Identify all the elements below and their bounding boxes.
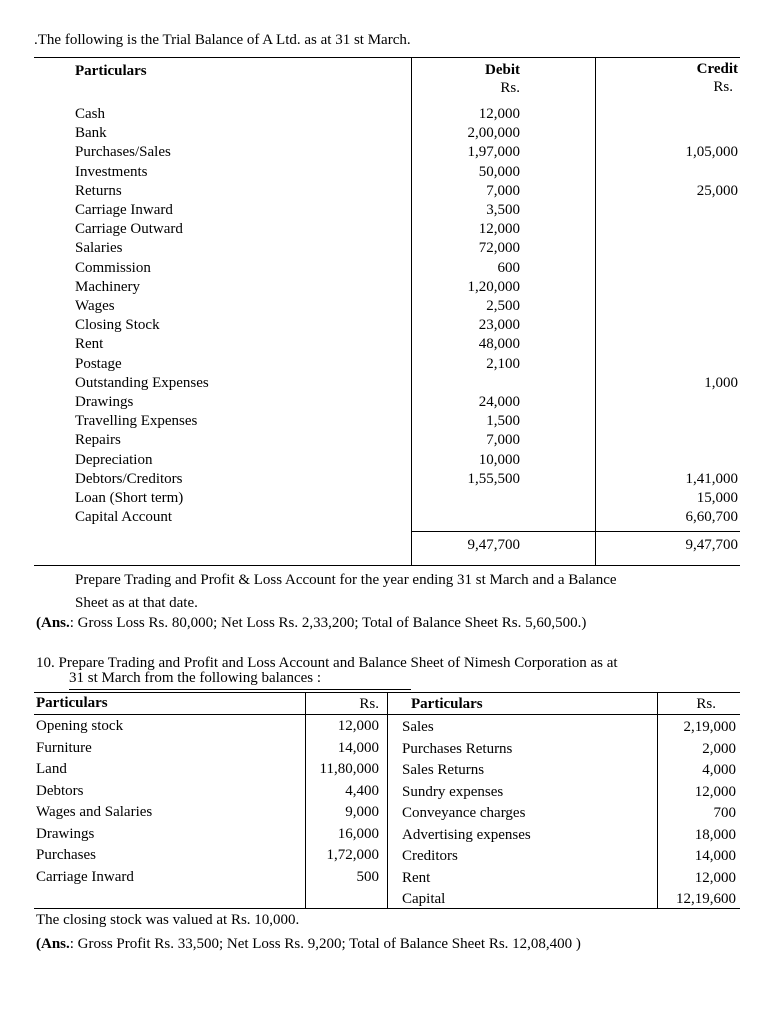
tb1-cell-particular: Carriage Inward — [75, 202, 173, 218]
tb1-cell-debit: 50,000 — [478, 163, 520, 180]
tb1-cell-particular: Bank — [75, 125, 107, 142]
tb1-cell-debit: 10,000 — [478, 451, 520, 468]
tb1-header-particulars: Particulars — [75, 63, 147, 79]
table-row — [0, 260, 768, 279]
tb1-cell-debit: 1,55,500 — [467, 470, 520, 487]
tb2-right-particular: Rent — [402, 869, 431, 886]
tb1-cell-debit: 48,000 — [478, 336, 520, 353]
tb1-cell-credit: 25,000 — [696, 182, 738, 199]
table-row — [0, 452, 768, 471]
tb1-cell-particular: Cash — [75, 106, 105, 122]
tb2-right-particular: Sundry expenses — [402, 783, 504, 800]
tb1-cell-credit: 1,000 — [704, 374, 738, 391]
tb2-header-particulars-left: Particulars — [36, 695, 108, 711]
tb2-right-particular: Creditors — [402, 848, 458, 864]
table-row — [0, 317, 768, 336]
tb2-left-particular: Opening stock — [36, 718, 124, 734]
problem-1-answer — [36, 615, 586, 632]
tb2-left-amount: 16,000 — [337, 825, 379, 842]
tb2-right-amount: 18,000 — [694, 826, 736, 843]
tb2-right-amount: 4,000 — [702, 762, 736, 778]
answer-label: (Ans. — [36, 615, 70, 631]
tb2-left-particular: Drawings — [36, 825, 95, 842]
tb2-header-rs-right: Rs. — [696, 696, 716, 712]
table-row — [0, 221, 768, 240]
tb1-cell-debit: 2,100 — [486, 355, 520, 372]
tb2-left-particular: Carriage Inward — [36, 868, 134, 885]
tb1-total-credit: 9,47,700 — [685, 537, 738, 553]
tb1-cell-particular: Outstanding Expenses — [75, 374, 209, 391]
tb2-right-particular: Sales Returns — [402, 762, 485, 778]
tb1-cell-particular: Closing Stock — [75, 317, 160, 334]
tb2-header-rs-left: Rs. — [359, 696, 379, 712]
tb2-left-amount: 12,000 — [337, 718, 379, 734]
table-row — [0, 164, 768, 183]
tb1-cell-particular: Carriage Outward — [75, 221, 183, 238]
tb1-cell-debit: 1,500 — [486, 413, 520, 430]
tb1-cell-debit: 23,000 — [478, 317, 520, 334]
table-row — [0, 240, 768, 259]
tb1-cell-particular: Wages — [75, 298, 115, 314]
tb1-cell-debit: 12,000 — [478, 106, 520, 122]
tb2-left-amount: 1,72,000 — [326, 847, 379, 863]
tb2-right-particular: Advertising expenses — [402, 826, 531, 843]
tb1-header-debit: Debit — [485, 62, 520, 78]
answer-text: : Gross Loss Rs. 80,000; Net Loss Rs. 2,33,200; Total of Balance Sheet Rs. 5,60,500.) — [69, 615, 587, 631]
tb1-cell-particular: Commission — [75, 259, 151, 276]
tb1-cell-particular: Machinery — [75, 278, 140, 295]
tb1-cell-credit: 1,41,000 — [685, 470, 738, 487]
tb2-left-amount: 500 — [356, 868, 379, 885]
problem-2-closing-note: The closing stock was valued at Rs. 10,000. — [36, 912, 300, 928]
tb2-header-particulars-right: Particulars — [411, 696, 483, 712]
tb1-top-rule — [34, 57, 740, 58]
table-row — [0, 356, 768, 375]
tb1-cell-debit: 2,00,000 — [467, 125, 520, 142]
tb2-left-amount: 11,80,000 — [319, 761, 379, 777]
tb1-cell-particular: Salaries — [75, 240, 123, 257]
tb2-right-amount: 700 — [713, 805, 736, 821]
table-row — [0, 183, 768, 202]
tb2-left-particular: Wages and Salaries — [36, 804, 153, 820]
table-row — [0, 202, 768, 221]
tb1-cell-debit: 2,500 — [486, 298, 520, 314]
tb1-cell-particular: Repairs — [75, 432, 121, 449]
tb1-header-credit: Credit — [696, 61, 738, 77]
tb2-right-amount: 2,000 — [702, 740, 736, 757]
tb2-left-particular: Debtors — [36, 782, 84, 799]
tb1-header-credit-unit: Rs. — [713, 79, 733, 95]
table-row — [0, 394, 768, 413]
tb1-cell-debit: 1,97,000 — [467, 144, 520, 161]
answer-text: : Gross Profit Rs. 33,500; Net Loss Rs. 9,200; Total of Balance Sheet Rs. 12,08,400 ) — [69, 936, 581, 952]
tb1-cell-particular: Postage — [75, 355, 122, 372]
tb2-col-divider-2 — [387, 692, 388, 908]
table-row — [0, 298, 768, 317]
problem-2-underline — [69, 689, 411, 690]
tb2-right-amount: 14,000 — [694, 848, 736, 864]
tb1-cell-credit: 1,05,000 — [685, 144, 738, 161]
tb2-right-particular: Purchases Returns — [402, 740, 513, 757]
tb1-cell-particular: Drawings — [75, 394, 134, 410]
problem-2-line-1: 10. Prepare Trading and Profit and Loss Account and Balance Sheet of Nimesh Corporation as at — [36, 655, 618, 671]
tb2-right-amount: 2,19,000 — [683, 719, 736, 735]
tb1-cell-particular: Depreciation — [75, 451, 153, 468]
tb2-right-amount: 12,000 — [694, 783, 736, 800]
tb2-left-amount: 9,000 — [345, 804, 379, 820]
problem-1-instruction-line-1: Prepare Trading and Profit & Loss Account for the year ending 31 st March and a Balance — [75, 572, 617, 588]
tb2-right-particular: Sales — [402, 719, 434, 735]
table-row — [0, 125, 768, 144]
tb1-bottom-rule — [34, 565, 740, 566]
table-row — [0, 336, 768, 355]
table-row — [0, 106, 768, 125]
tb2-right-particular: Capital — [402, 891, 446, 907]
tb1-cell-particular: Loan (Short term) — [75, 490, 184, 506]
tb1-cell-debit: 12,000 — [478, 221, 520, 238]
tb1-cell-particular: Investments — [75, 163, 148, 180]
tb1-cell-debit: 600 — [497, 259, 520, 276]
tb1-cell-debit: 7,000 — [486, 432, 520, 449]
table-row — [0, 432, 768, 451]
tb1-cell-debit: 24,000 — [478, 394, 520, 410]
tb1-cell-debit: 1,20,000 — [467, 278, 520, 295]
table-row — [0, 509, 768, 528]
tb1-cell-debit: 72,000 — [478, 240, 520, 257]
tb1-cell-debit: 7,000 — [486, 182, 520, 199]
table-row — [0, 413, 768, 432]
tb2-left-amount: 4,400 — [345, 782, 379, 799]
tb2-bottom-rule — [34, 908, 740, 909]
tb2-left-particular: Purchases — [36, 847, 96, 863]
tb1-header-debit-unit: Rs. — [500, 80, 520, 96]
tb2-right-amount: 12,000 — [694, 869, 736, 886]
answer-label: (Ans. — [36, 936, 70, 952]
problem-1-intro: .The following is the Trial Balance of A Ltd. as at 31 st March. — [34, 32, 411, 48]
tb1-cell-particular: Purchases/Sales — [75, 144, 171, 161]
table-row — [0, 471, 768, 490]
tb1-cell-particular: Debtors/Creditors — [75, 470, 183, 487]
tb1-cell-particular: Travelling Expenses — [75, 413, 198, 430]
table-row — [0, 490, 768, 509]
problem-2-answer — [36, 936, 581, 953]
tb2-left-particular: Land — [36, 761, 67, 777]
tb1-cell-debit: 3,500 — [486, 202, 520, 218]
table-row — [0, 375, 768, 394]
tb1-total-rule — [411, 531, 740, 532]
tb2-right-amount: 12,19,600 — [676, 891, 736, 907]
table-row — [0, 279, 768, 298]
tb2-left-amount: 14,000 — [337, 739, 379, 756]
problem-1-instruction-line-2: Sheet as at that date. — [75, 595, 198, 611]
tb1-total-debit: 9,47,700 — [467, 537, 520, 553]
tb1-cell-particular: Rent — [75, 336, 104, 353]
tb1-cell-credit: 15,000 — [696, 490, 738, 506]
tb2-right-particular: Conveyance charges — [402, 805, 526, 821]
tb1-cell-particular: Returns — [75, 182, 122, 199]
tb1-cell-credit: 6,60,700 — [685, 509, 738, 526]
table-row — [0, 144, 768, 163]
tb1-cell-particular: Capital Account — [75, 509, 173, 526]
problem-2-line-2: 31 st March from the following balances : — [69, 670, 322, 686]
tb2-left-particular: Furniture — [36, 739, 92, 756]
